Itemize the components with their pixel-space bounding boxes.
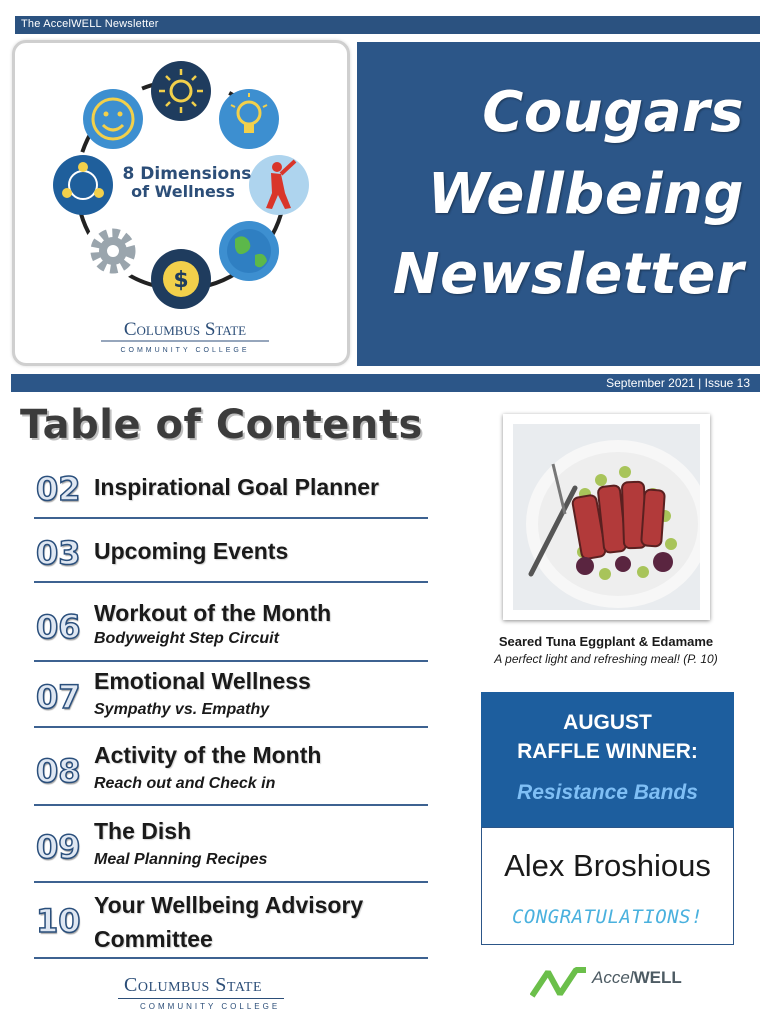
title-line-2: Wellbeing <box>427 162 744 227</box>
toc-item-06[interactable] <box>34 598 428 664</box>
toc-divider <box>34 517 428 519</box>
logo-college-name: Columbus State <box>123 319 247 340</box>
logo-college-sub: COMMUNITY COLLEGE <box>120 347 250 354</box>
toc-item-title: The Dish <box>94 818 192 844</box>
gear-icon <box>83 221 143 281</box>
toc-page-number: 10 <box>36 902 81 940</box>
raffle-heading <box>481 708 734 766</box>
toc-divider <box>34 957 428 959</box>
wheel-title-line2: of Wellness <box>131 182 235 201</box>
toc-item-09[interactable] <box>34 818 428 884</box>
footer-college-name: Columbus State <box>124 974 263 996</box>
accelwell-logo-icon <box>530 966 588 1000</box>
raffle-header <box>481 692 734 827</box>
toc-item-07[interactable] <box>34 666 428 728</box>
footer-college-sub: COMMUNITY COLLEGE <box>140 1002 281 1011</box>
toc-page-number: 03 <box>36 534 81 572</box>
toc-item-02[interactable] <box>34 470 428 520</box>
raffle-heading-line1: AUGUST <box>563 711 652 734</box>
toc-page-number: 07 <box>36 678 81 716</box>
toc-item-title: Emotional Wellness <box>94 668 311 694</box>
toc-page-number: 02 <box>36 470 81 508</box>
wellness-logo <box>12 40 350 366</box>
title-line-3: Newsletter <box>392 242 744 307</box>
toc-divider <box>34 726 428 728</box>
lightbulb-icon <box>219 89 279 149</box>
toc-item-subtitle: Meal Planning Recipes <box>94 851 268 868</box>
toc-page-number: 06 <box>36 608 81 646</box>
toc-item-03[interactable] <box>34 534 428 584</box>
featured-photo <box>503 414 710 620</box>
wheel-title-line1: 8 Dimensions <box>122 164 252 184</box>
toc-item-08[interactable] <box>34 740 428 806</box>
toc-divider <box>34 660 428 662</box>
svg-text:$: $ <box>173 268 189 293</box>
toc-item-subtitle: Reach out and Check in <box>94 775 276 792</box>
toc-item-title-cont: Committee <box>94 926 213 952</box>
newsletter-label: The AccelWELL Newsletter <box>21 18 159 30</box>
footer-college-logo <box>118 974 284 1014</box>
wellness-wheel <box>15 43 347 363</box>
raffle-winner-box <box>481 827 734 945</box>
toc-divider <box>34 804 428 806</box>
accelwell-suffix: WELL <box>633 968 682 987</box>
issue-bar <box>11 374 760 392</box>
toc-item-title: Inspirational Goal Planner <box>94 474 380 500</box>
photo-caption-sub: A perfect light and refreshing meal! (P. 10) <box>494 652 718 666</box>
footer-college-rule <box>118 998 284 999</box>
toc-item-title: Activity of the Month <box>94 742 322 768</box>
toc-divider <box>34 581 428 583</box>
toc-item-10[interactable] <box>34 892 428 960</box>
raffle-congrats: CONGRATULATIONS! <box>511 906 704 928</box>
raffle-prize: Resistance Bands <box>517 781 698 804</box>
people-network-icon <box>53 155 113 215</box>
toc-item-subtitle: Sympathy vs. Empathy <box>94 701 270 718</box>
accelwell-prefix: Accel <box>592 968 634 987</box>
accelwell-wordmark <box>592 968 682 988</box>
sun-icon <box>151 61 211 121</box>
toc-divider <box>34 881 428 883</box>
toc-item-title: Upcoming Events <box>94 538 289 564</box>
photo-caption-title: Seared Tuna Eggplant & Edamame <box>498 634 714 649</box>
issue-info: September 2021 | Issue 13 <box>606 376 750 390</box>
globe-icon <box>219 221 279 281</box>
toc-item-title: Workout of the Month <box>94 600 332 626</box>
newsletter-label-bar <box>15 16 760 34</box>
raffle-winner-name: Alex Broshious <box>504 848 711 883</box>
toc-item-title: Your Wellbeing Advisory <box>94 892 364 918</box>
person-stretch-icon <box>249 155 309 215</box>
toc-title: Table of Contents <box>20 402 423 448</box>
smiley-icon <box>83 89 143 149</box>
seared-tuna-photo <box>513 424 700 610</box>
title-line-1: Cougars <box>482 80 744 145</box>
toc-page-number: 08 <box>36 752 81 790</box>
raffle-heading-line2: RAFFLE WINNER: <box>517 740 698 763</box>
title-block <box>357 42 760 366</box>
dollar-icon <box>151 249 211 309</box>
toc-page-number: 09 <box>36 828 81 866</box>
toc-item-subtitle: Bodyweight Step Circuit <box>94 630 279 647</box>
